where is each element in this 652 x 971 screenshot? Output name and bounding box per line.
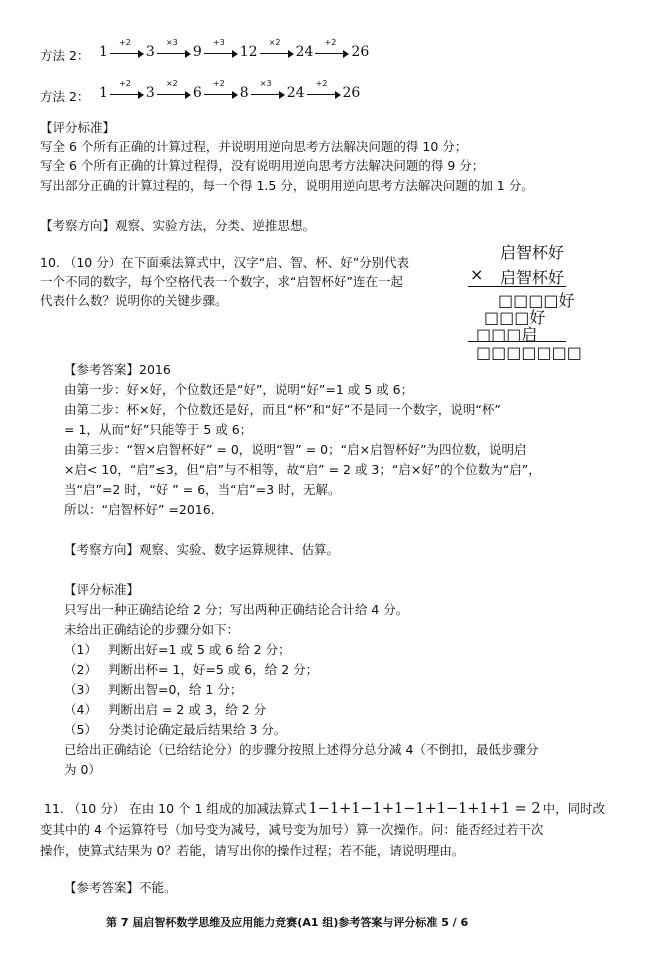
arrow-operation: +2 xyxy=(324,38,337,47)
scoring-1-line: 写全 6 个所有正确的计算过程，并说明用逆向思考方法解决问题的得 10 分； xyxy=(40,139,468,154)
scoring-item-number: （5） xyxy=(64,722,97,737)
puzzle-divider xyxy=(468,286,566,287)
scoring-item-text: 判断出启 = 2 或 3，给 2 分 xyxy=(108,702,267,717)
answer-10-line: 当“启”=2 时，“好 ” = 6，当“启”=3 时，无解。 xyxy=(64,482,341,497)
arrow-icon xyxy=(204,38,238,60)
puzzle-row-2: 启智杯好 xyxy=(500,268,565,287)
chain-number: 1 xyxy=(99,44,108,60)
arrow-operation: +2 xyxy=(119,79,131,88)
direction-2: 【考察方向】观察、实验、数字运算规律、估算。 xyxy=(64,542,340,557)
arrow-operation: ×3 xyxy=(165,38,178,47)
scoring-1-header: 【评分标准】 xyxy=(40,120,116,135)
answer-10-header: 【参考答案】2016 xyxy=(64,362,171,377)
chain-number: 6 xyxy=(192,85,202,101)
method-2-label: 方法 2： xyxy=(40,89,90,104)
q10-line: 一个不同的数字，每个空格代表一个数字，求“启智杯好”连在一起 xyxy=(40,274,403,289)
chain-number: 24 xyxy=(286,85,305,101)
arrow-icon xyxy=(110,79,144,101)
chain-number: 8 xyxy=(239,85,249,101)
scoring-item-text: 判断出杯= 1，好=5 或 6，给 2 分； xyxy=(108,662,319,677)
q11-line-1 xyxy=(44,799,605,817)
arrow-icon xyxy=(204,79,238,101)
q11-equation: 1−1+1−1+1−1+1−1+1+1 = 2 xyxy=(308,801,541,817)
arrow-icon xyxy=(157,79,191,101)
method-2-chain xyxy=(98,79,361,101)
puzzle-times-sign: × xyxy=(470,265,484,284)
scoring-2-header: 【评分标准】 xyxy=(64,582,140,597)
method-1-label: 方法 2： xyxy=(40,48,90,63)
scoring-1-line: 写出部分正确的计算过程的，每一个得 1.5 分，说明用逆向思考方法解决问题的加 1 分。 xyxy=(40,178,534,193)
scoring-item-text: 判断出智=0，给 1 分； xyxy=(108,682,243,697)
direction-1: 【考察方向】观察、实验方法，分类、逆推思想。 xyxy=(40,218,316,233)
arrow-operation: ×3 xyxy=(259,79,272,88)
scoring-1-line: 写全 6 个所有正确的计算过程得，没有说明用逆向思考方法解决问题的得 9 分； xyxy=(40,158,485,173)
arrow-operation: +2 xyxy=(212,79,225,88)
scoring-2-outro: 为 0） xyxy=(64,762,101,777)
arrow-operation: ×2 xyxy=(268,38,281,47)
puzzle-row-3: □□□□好 xyxy=(498,291,575,310)
q10-line: 代表什么数？说明你的关键步骤。 xyxy=(40,293,228,308)
arrow-operation: +2 xyxy=(315,79,328,88)
arrow-icon xyxy=(260,38,294,60)
puzzle-row-1: 启智杯好 xyxy=(500,243,565,262)
arrow-icon xyxy=(110,38,144,60)
chain-number: 9 xyxy=(192,44,202,60)
puzzle-row-4: □□□好 xyxy=(484,308,546,327)
chain-number: 26 xyxy=(342,85,361,101)
chain-number: 3 xyxy=(145,44,155,60)
arrow-icon xyxy=(315,38,349,60)
answer-10-line: 由第一步：好×好，个位数还是“好”，说明“好”=1 或 5 或 6； xyxy=(64,382,414,397)
method-1-chain xyxy=(98,38,370,60)
arrow-operation: +3 xyxy=(212,38,225,47)
q11-intro-end: 中，同时改 xyxy=(542,801,606,816)
puzzle-row-5: □□□启 xyxy=(476,325,538,344)
arrow-operation: ×2 xyxy=(165,79,178,88)
arrow-icon xyxy=(157,38,191,60)
q11-intro: 11. （10 分） 在由 10 个 1 组成的加减法算式 xyxy=(44,801,307,816)
scoring-item-number: （4） xyxy=(64,702,97,717)
scoring-2-intro: 未给出正确结论的步骤分如下： xyxy=(64,622,240,637)
answer-10-line: 由第三步：“智×启智杯好” = 0，说明“智” = 0；“启×启智杯好”为四位数，说明启 xyxy=(64,442,527,457)
chain-number: 24 xyxy=(295,44,314,60)
scoring-item-number: （1） xyxy=(64,642,97,657)
arrow-icon xyxy=(251,79,285,101)
answer-10-line: 所以：“启智杯好” =2016. xyxy=(64,502,215,517)
answer-10-line: = 1，从而“好”只能等于 5 或 6； xyxy=(64,422,253,437)
chain-number: 1 xyxy=(99,85,108,101)
q11-line-2: 变其中的 4 个运算符号（加号变为减号，减号变为加号）算一次操作。问：能否经过若干次 xyxy=(40,822,544,837)
arrow-operation: +2 xyxy=(119,38,131,47)
scoring-2-intro: 只写出一种正确结论给 2 分；写出两种正确结论合计给 4 分。 xyxy=(64,602,409,617)
page-footer: 第 7 届启智杯数学思维及应用能力竞赛(A1 组)参考答案与评分标准 5 / 6 xyxy=(106,916,469,929)
scoring-item-text: 分类讨论确定最后结果给 3 分。 xyxy=(108,722,287,737)
answer-10-line: ×启< 10，“启”≤3，但“启”与不相等，故“启” = 2 或 3；“启×好”的个位数为“启”， xyxy=(64,462,541,477)
q11-line-3: 操作，使算式结果为 0？若能，请写出你的操作过程；若不能，请说明理由。 xyxy=(40,843,465,858)
answer-10-line: 由第二步：杯×好，个位数还是好，而且“杯”和“好”不是同一个数字，说明“杯” xyxy=(64,402,501,417)
answer-11: 【参考答案】不能。 xyxy=(64,880,177,895)
q10-line: 10. （10 分）在下面乘法算式中，汉字“启、智、杯、好”分别代表 xyxy=(40,255,410,270)
scoring-item-text: 判断出好=1 或 5 或 6 给 2 分； xyxy=(108,642,291,657)
puzzle-row-6: □□□□□□□ xyxy=(476,343,582,362)
scoring-item-number: （3） xyxy=(64,682,97,697)
arrow-icon xyxy=(307,79,341,101)
scoring-2-outro: 已给出正确结论（已给结论分）的步骤分按照上述得分总分减 4（不倒扣，最低步骤分 xyxy=(64,742,539,757)
puzzle-divider xyxy=(468,341,566,342)
chain-number: 3 xyxy=(145,85,155,101)
chain-number: 26 xyxy=(351,44,370,60)
chain-number: 12 xyxy=(239,44,258,60)
scoring-item-number: （2） xyxy=(64,662,97,677)
